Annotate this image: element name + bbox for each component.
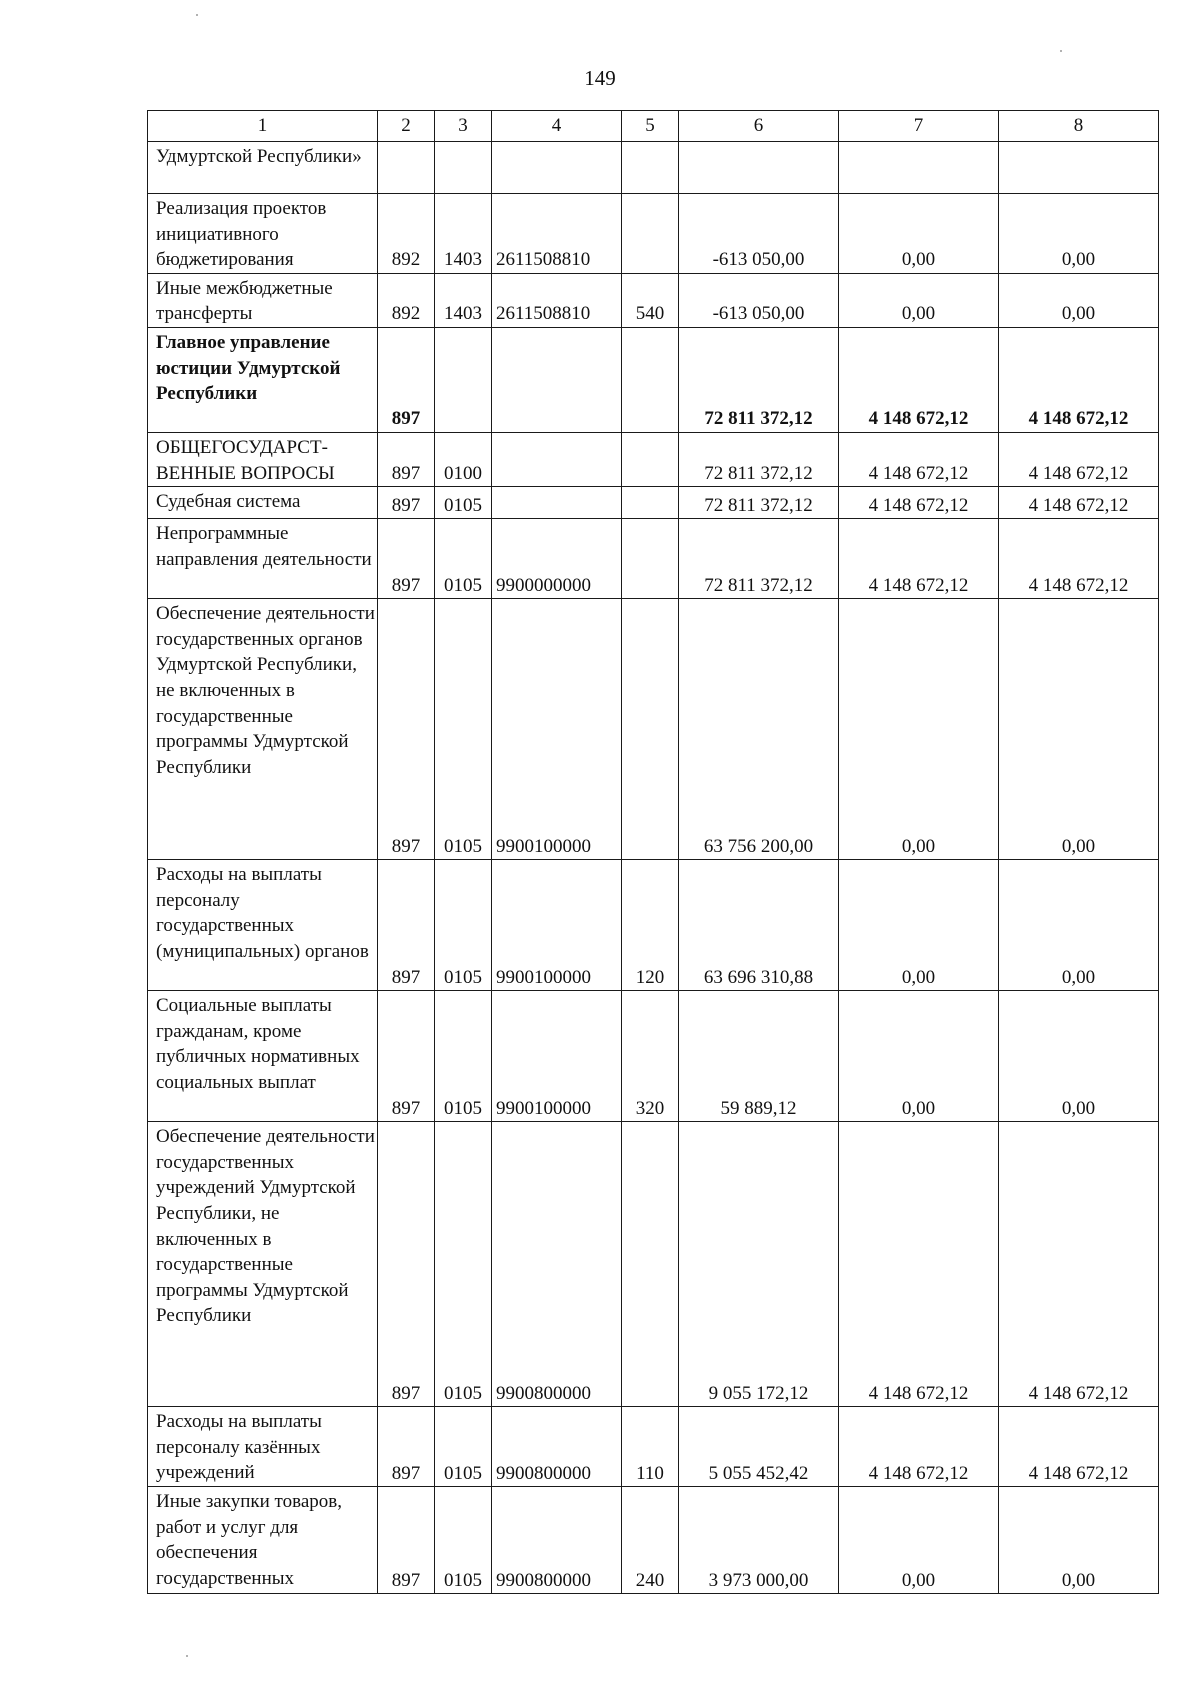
row-section-cell [435, 142, 492, 194]
row-section-cell: 0105 [435, 1407, 492, 1487]
row-amount-8-cell: 0,00 [999, 273, 1159, 327]
header-cell: 5 [622, 111, 679, 142]
row-type-cell [622, 432, 679, 486]
row-ministry-cell: 897 [378, 1487, 435, 1594]
row-ministry-cell [378, 142, 435, 194]
row-section-cell [435, 327, 492, 432]
row-type-cell [622, 1122, 679, 1407]
row-amount-7-cell: 0,00 [839, 991, 999, 1122]
row-section-cell: 0100 [435, 432, 492, 486]
row-amount-7-cell: 0,00 [839, 273, 999, 327]
row-amount-8-cell: 4 148 672,12 [999, 1122, 1159, 1407]
row-amount-6-cell: 63 696 310,88 [679, 860, 839, 991]
row-ministry-cell: 897 [378, 327, 435, 432]
row-amount-8-cell: 4 148 672,12 [999, 1407, 1159, 1487]
row-amount-6-cell: 72 811 372,12 [679, 432, 839, 486]
row-amount-7-cell: 4 148 672,12 [839, 432, 999, 486]
row-amount-6-cell: 59 889,12 [679, 991, 839, 1122]
row-name-cell: Расходы на выплаты персоналу государственных (муниципальных) органов [148, 860, 378, 991]
row-name-cell: Непрограммные направления деятельности [148, 519, 378, 599]
row-amount-6-cell: 72 811 372,12 [679, 487, 839, 519]
row-type-cell: 240 [622, 1487, 679, 1594]
row-section-cell: 0105 [435, 860, 492, 991]
row-ministry-cell: 892 [378, 273, 435, 327]
row-amount-8-cell [999, 142, 1159, 194]
row-type-cell [622, 327, 679, 432]
row-amount-7-cell: 0,00 [839, 1487, 999, 1594]
row-target-cell: 2611508810 [492, 194, 622, 274]
row-amount-8-cell: 0,00 [999, 991, 1159, 1122]
row-name-cell: ОБЩЕГОСУДАРСТ-ВЕННЫЕ ВОПРОСЫ [148, 432, 378, 486]
row-target-cell [492, 487, 622, 519]
row-target-cell [492, 142, 622, 194]
row-amount-6-cell: 72 811 372,12 [679, 519, 839, 599]
row-target-cell [492, 432, 622, 486]
row-type-cell [622, 194, 679, 274]
row-amount-8-cell: 0,00 [999, 599, 1159, 860]
table-row [148, 1487, 1159, 1594]
row-name-cell: Расходы на выплаты персоналу казённых учреждений [148, 1407, 378, 1487]
row-amount-8-cell: 4 148 672,12 [999, 432, 1159, 486]
row-ministry-cell: 897 [378, 432, 435, 486]
row-name-cell: Иные закупки товаров, работ и услуг для обеспечения государственных [148, 1487, 378, 1594]
header-cell: 2 [378, 111, 435, 142]
row-ministry-cell: 897 [378, 487, 435, 519]
row-target-cell: 2611508810 [492, 273, 622, 327]
row-type-cell: 320 [622, 991, 679, 1122]
row-section-cell: 1403 [435, 194, 492, 274]
table-row [148, 487, 1159, 519]
row-amount-6-cell: 63 756 200,00 [679, 599, 839, 860]
row-target-cell: 9900800000 [492, 1122, 622, 1407]
budget-table [147, 110, 1159, 1594]
row-section-cell: 0105 [435, 599, 492, 860]
row-amount-6-cell: 72 811 372,12 [679, 327, 839, 432]
row-ministry-cell: 892 [378, 194, 435, 274]
row-section-cell: 1403 [435, 273, 492, 327]
row-target-cell: 9900100000 [492, 991, 622, 1122]
row-name-cell: Обеспечение деятельности государственных органов Удмуртской Республики, не включенных в государственные программы Удмуртской Республики [148, 599, 378, 860]
row-amount-6-cell: 3 973 000,00 [679, 1487, 839, 1594]
row-amount-7-cell: 0,00 [839, 860, 999, 991]
row-type-cell [622, 599, 679, 860]
row-section-cell: 0105 [435, 1487, 492, 1594]
table-row [148, 1407, 1159, 1487]
table-row [148, 142, 1159, 194]
row-target-cell: 9900800000 [492, 1407, 622, 1487]
table-row [148, 1122, 1159, 1407]
row-amount-7-cell [839, 142, 999, 194]
header-cell: 8 [999, 111, 1159, 142]
row-amount-7-cell: 0,00 [839, 194, 999, 274]
row-target-cell: 9900000000 [492, 519, 622, 599]
row-amount-7-cell: 4 148 672,12 [839, 327, 999, 432]
row-amount-7-cell: 4 148 672,12 [839, 519, 999, 599]
row-name-cell: Реализация проектов инициативного бюджетирования [148, 194, 378, 274]
row-ministry-cell: 897 [378, 991, 435, 1122]
row-type-cell [622, 487, 679, 519]
row-ministry-cell: 897 [378, 1122, 435, 1407]
row-section-cell: 0105 [435, 519, 492, 599]
row-ministry-cell: 897 [378, 860, 435, 991]
row-ministry-cell: 897 [378, 519, 435, 599]
row-amount-6-cell: -613 050,00 [679, 194, 839, 274]
row-section-cell: 0105 [435, 487, 492, 519]
table-header-row [148, 111, 1159, 142]
header-cell: 4 [492, 111, 622, 142]
row-amount-6-cell: -613 050,00 [679, 273, 839, 327]
row-target-cell: 9900100000 [492, 860, 622, 991]
row-ministry-cell: 897 [378, 599, 435, 860]
table-row [148, 991, 1159, 1122]
row-amount-8-cell: 0,00 [999, 860, 1159, 991]
row-name-cell: Социальные выплаты гражданам, кроме публичных нормативных социальных выплат [148, 991, 378, 1122]
scan-speck [186, 1655, 188, 1657]
scan-speck [196, 14, 198, 16]
row-amount-7-cell: 0,00 [839, 599, 999, 860]
row-amount-7-cell: 4 148 672,12 [839, 1122, 999, 1407]
row-ministry-cell: 897 [378, 1407, 435, 1487]
page-number: 149 [584, 66, 616, 90]
table-row [148, 519, 1159, 599]
row-type-cell [622, 142, 679, 194]
row-amount-8-cell: 4 148 672,12 [999, 487, 1159, 519]
row-name-cell: Обеспечение деятельности государственных учреждений Удмуртской Республики, не включенных в государственные программы Удмуртской Республики [148, 1122, 378, 1407]
row-amount-8-cell: 4 148 672,12 [999, 519, 1159, 599]
table-row [148, 860, 1159, 991]
row-amount-6-cell: 5 055 452,42 [679, 1407, 839, 1487]
row-target-cell: 9900800000 [492, 1487, 622, 1594]
header-cell: 1 [148, 111, 378, 142]
header-cell: 3 [435, 111, 492, 142]
row-amount-8-cell: 0,00 [999, 194, 1159, 274]
table-row [148, 273, 1159, 327]
row-amount-6-cell [679, 142, 839, 194]
row-amount-7-cell: 4 148 672,12 [839, 487, 999, 519]
row-type-cell: 110 [622, 1407, 679, 1487]
table-row [148, 194, 1159, 274]
header-cell: 7 [839, 111, 999, 142]
row-name-cell: Иные межбюджетные трансферты [148, 273, 378, 327]
row-section-cell: 0105 [435, 1122, 492, 1407]
row-target-cell: 9900100000 [492, 599, 622, 860]
table-row [148, 432, 1159, 486]
row-name-cell: Судебная система [148, 487, 378, 519]
row-amount-8-cell: 0,00 [999, 1487, 1159, 1594]
header-cell: 6 [679, 111, 839, 142]
row-type-cell [622, 519, 679, 599]
row-amount-8-cell: 4 148 672,12 [999, 327, 1159, 432]
scan-speck [1060, 50, 1062, 52]
row-amount-6-cell: 9 055 172,12 [679, 1122, 839, 1407]
table-row [148, 599, 1159, 860]
row-name-cell: Удмуртской Республики» [148, 142, 378, 194]
row-type-cell: 540 [622, 273, 679, 327]
row-name-cell: Главное управление юстиции Удмуртской Республики [148, 327, 378, 432]
table-row [148, 327, 1159, 432]
row-amount-7-cell: 4 148 672,12 [839, 1407, 999, 1487]
row-section-cell: 0105 [435, 991, 492, 1122]
row-target-cell [492, 327, 622, 432]
row-type-cell: 120 [622, 860, 679, 991]
